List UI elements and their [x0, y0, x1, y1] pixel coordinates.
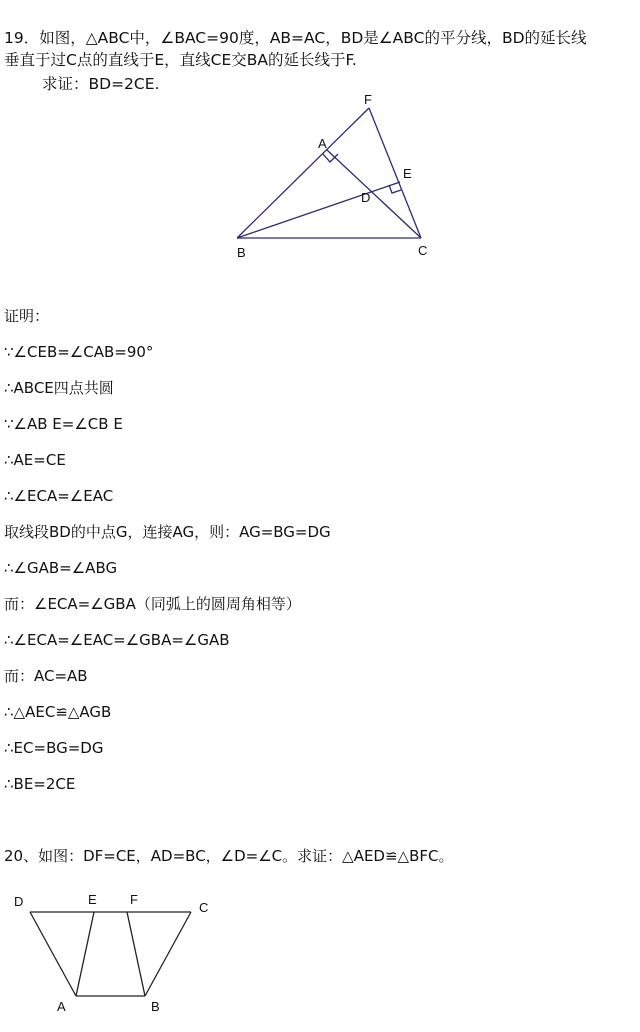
- proof-step: ∴∠ECA=∠EAC=∠GBA=∠GAB: [4, 631, 230, 649]
- label-b: B: [237, 245, 246, 260]
- label-20-b: B: [151, 999, 160, 1014]
- label-20-f: F: [130, 892, 138, 907]
- proof-step: ∴∠ECA=∠EAC: [4, 487, 114, 505]
- proof-step: ∴AE=CE: [4, 451, 66, 469]
- label-f: F: [364, 92, 372, 107]
- label-e: E: [403, 166, 412, 181]
- segment-fc: [369, 108, 421, 238]
- label-a: A: [318, 136, 327, 151]
- proof-step: 而：∠ECA=∠GBA（同弧上的圆周角相等）: [4, 595, 301, 613]
- problem-20-statement: 20、如图：DF=CE，AD=BC，∠D=∠C。求证：△AED≌△BFC。: [4, 847, 454, 865]
- segment-bc: [145, 912, 191, 996]
- label-d: D: [361, 190, 371, 205]
- label-c: C: [418, 243, 428, 258]
- segment-ac: [327, 150, 421, 238]
- right-angle-mark-e: [389, 185, 401, 193]
- problem-19-line-2: 垂直于过C点的直线于E，直线CE交BA的延长线于F.: [4, 51, 357, 69]
- label-20-e: E: [88, 892, 97, 907]
- label-20-a: A: [57, 999, 66, 1014]
- segment-bf: [127, 912, 145, 996]
- proof-step: 而：AC=AB: [4, 667, 88, 685]
- proof-step: ∴∠GAB=∠ABG: [4, 559, 118, 577]
- segment-be: [237, 182, 400, 238]
- figure-20: [30, 912, 191, 996]
- segment-bf: [237, 108, 369, 238]
- label-20-d: D: [14, 894, 24, 909]
- proof-step: 取线段BD的中点G，连接AG，则：AG=BG=DG: [4, 523, 331, 541]
- problem-19-line-1: 19．如图，△ABC中，∠BAC=90度，AB=AC，BD是∠ABC的平分线，BD的延长线: [4, 29, 587, 47]
- proof-step: ∴△AEC≌△AGB: [4, 703, 112, 721]
- segment-da: [30, 912, 76, 996]
- problem-19-prove-statement: 求证：BD=2CE.: [42, 75, 160, 93]
- proof-step: ∵∠CEB=∠CAB=90°: [4, 343, 154, 361]
- proof-step: ∴BE=2CE: [4, 775, 76, 793]
- proof-step: ∵∠AB E=∠CB E: [4, 415, 123, 433]
- label-20-c: C: [199, 900, 209, 915]
- proof-step: ∴ABCE四点共圆: [4, 379, 114, 397]
- segment-ae: [76, 912, 94, 996]
- proof-title: 证明：: [4, 307, 50, 325]
- proof-step: ∴EC=BG=DG: [4, 739, 104, 757]
